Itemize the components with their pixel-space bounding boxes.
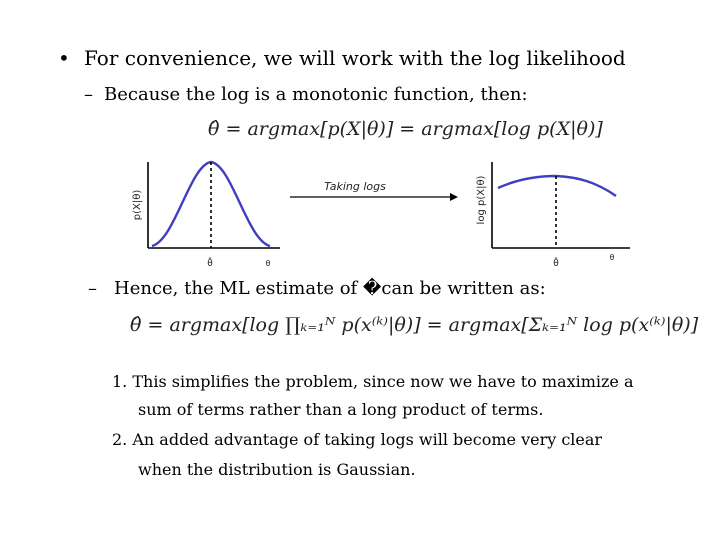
point-1-continued: sum of terms rather than a long product of terms.: [138, 400, 544, 419]
right-log-curve: [498, 176, 616, 196]
arrow-label: Taking logs: [324, 180, 386, 193]
left-plot-thetahat: θ̂: [207, 259, 213, 269]
right-plot-thetahat: θ̂: [553, 259, 559, 269]
right-plot-xlabel: θ: [609, 253, 615, 262]
equation-log-sum: θ̂ = argmax[log ∏ₖ₌₁ᴺ p(x⁽ᵏ⁾|θ)] = argmax[Σₖ₌₁ᴺ log p(x⁽ᵏ⁾|θ)]: [130, 314, 699, 336]
point-2-continued: when the distribution is Gaussian.: [138, 460, 416, 479]
point-1: [112, 372, 634, 391]
dash-marker-2: –: [88, 278, 97, 299]
point-2-text: An added advantage of taking logs will become very clear: [132, 430, 603, 449]
equation-argmax-log: θ̂ = argmax[p(X|θ)] = argmax[log p(X|θ)]: [208, 118, 603, 140]
point-2-number: 2.: [112, 430, 128, 449]
left-plot-xlabel: θ: [265, 259, 271, 268]
monotonic-line: Because the log is a monotonic function, then:: [104, 84, 528, 105]
left-plot-ylabel: p(X|θ): [132, 189, 143, 221]
point-2: [112, 430, 602, 449]
point-1-text: This simplifies the problem, since now we have to maximize a: [132, 372, 634, 391]
intro-line: For convenience, we will work with the log likelihood: [84, 46, 626, 70]
arrow-head: [450, 193, 458, 201]
bullet-marker: •: [58, 46, 70, 70]
dash-marker-1: –: [84, 84, 93, 105]
point-1-number: 1.: [112, 372, 128, 391]
ml-estimate-line: Hence, the ML estimate of �can be written as:: [114, 278, 546, 299]
right-plot-ylabel: log p(X|θ): [476, 175, 487, 225]
